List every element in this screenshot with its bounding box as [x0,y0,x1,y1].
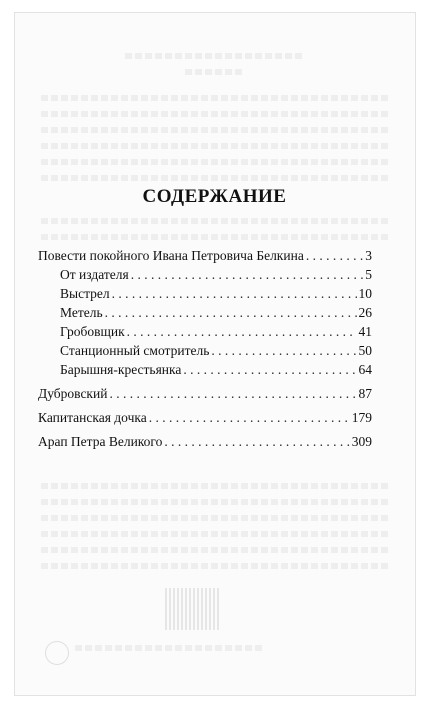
toc-leader-dots [306,246,363,265]
bleed-through-line [125,53,305,59]
toc-entry-title: Барышня-крестьянка [60,362,182,377]
bleed-through-line [41,111,389,117]
bleed-through-line [41,218,389,224]
bleed-through-line [185,69,245,75]
toc-entry [38,384,372,403]
toc-entry [38,322,372,341]
toc-entry-title: Метель [60,305,103,320]
table-of-contents [38,246,372,451]
toc-leader-dots [211,341,356,360]
toc-entry-title: От издателя [60,267,129,282]
bleed-through-line [41,127,389,133]
toc-leader-dots [112,284,357,303]
toc-entry-page: 87 [358,386,372,401]
toc-entry [38,432,372,451]
toc-entry [38,284,372,303]
toc-entry [38,265,372,284]
toc-entry [38,408,372,427]
bleed-through-barcode [165,588,220,630]
bleed-through-line [41,483,389,489]
toc-entry [38,246,372,265]
bleed-through-line [41,547,389,553]
toc-leader-dots [131,265,364,284]
toc-leader-dots [105,303,357,322]
toc-leader-dots [183,360,356,379]
bleed-through-line [41,531,389,537]
toc-entry-page: 5 [365,267,372,282]
toc-entry [38,360,372,379]
bleed-through-mark [45,641,69,665]
bleed-through-line [41,499,389,505]
bleed-through-line [41,234,389,240]
bleed-through-line [41,515,389,521]
bleed-through-line [41,175,389,181]
toc-entry-title: Повести покойного Ивана Петровича Белкина [38,248,304,263]
toc-entry-title: Капитанская дочка [38,410,147,425]
toc-entry-page: 10 [358,286,372,301]
toc-entry-title: Выстрел [60,286,110,301]
toc-leader-dots [149,408,350,427]
bleed-through-line [41,95,389,101]
toc-leader-dots [164,432,349,451]
toc-entry-page: 26 [358,305,372,320]
bleed-through-line [75,645,265,651]
toc-entry-title: Гробовщик [60,324,125,339]
bleed-through-line [41,143,389,149]
toc-entry-page: 50 [358,343,372,358]
toc-entry [38,341,372,360]
toc-entry-page: 3 [365,248,372,263]
toc-entry-title: Дубровский [38,386,108,401]
toc-entry [38,303,372,322]
toc-entry-page: 309 [351,434,372,449]
toc-leader-dots [127,322,357,341]
bleed-through-line [41,159,389,165]
toc-entry-title: Станционный смотритель [60,343,210,358]
page-title: СОДЕРЖАНИЕ [142,186,287,207]
bleed-through-line [41,563,389,569]
toc-entry-page: 179 [351,410,372,425]
toc-entry-page: 64 [358,362,372,377]
toc-leader-dots [109,384,356,403]
toc-entry-page: 41 [358,324,372,339]
toc-entry-title: Арап Петра Великого [38,434,163,449]
